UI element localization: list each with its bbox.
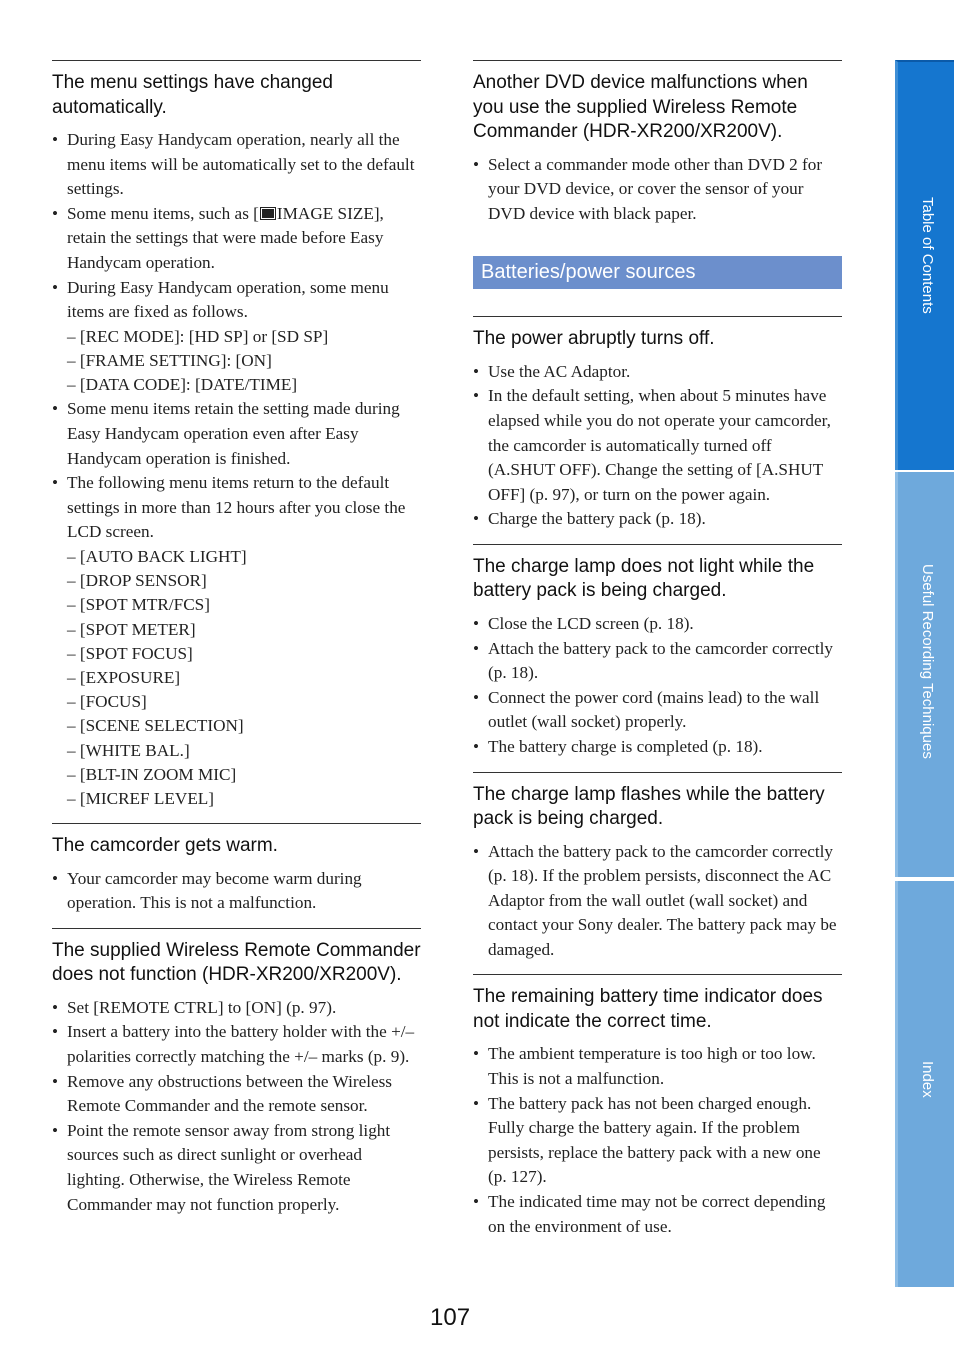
- tab-table-of-contents[interactable]: [895, 60, 954, 470]
- list-item: [52, 202, 421, 276]
- section-heading: The supplied Wireless Remote Commander does not function (HDR-XR200/XR200V).: [52, 939, 421, 986]
- sub-item: – [SPOT MTR/FCS]: [67, 593, 421, 617]
- reset-items-list: [52, 545, 421, 811]
- list-item: • In the default setting, when about 5 minutes have elapsed while you do not operate your camcorder, the camcorder is automatically turned off (A.SHUT OFF). Change the setting of [A.SHUT OFF] (p. 97), or turn on the power again.: [473, 384, 842, 507]
- right-column: [473, 60, 842, 1251]
- list-item: • Attach the battery pack to the camcorder correctly (p. 18). If the problem persists, disconnect the AC Adaptor from the wall outlet (wall socket) and contact your Sony dealer. The battery pack may be damaged.: [473, 840, 842, 963]
- bullet-list: [473, 612, 842, 760]
- sub-item: – [SPOT METER]: [67, 618, 421, 642]
- section-heading: The charge lamp flashes while the battery pack is being charged.: [473, 783, 825, 829]
- fixed-items-list: [52, 325, 421, 398]
- section-charge-no-light: [473, 544, 842, 760]
- sub-item: – [FRAME SETTING]: [ON]: [67, 349, 421, 373]
- list-item: • Your camcorder may become warm during operation. This is not a malfunction.: [52, 867, 421, 916]
- section-heading: The camcorder gets warm.: [52, 835, 278, 857]
- section-heading: The power abruptly turns off.: [473, 328, 715, 350]
- category-banner: Batteries/power sources: [473, 256, 842, 289]
- list-item: • During Easy Handycam operation, nearly all the menu items will be automatically set to the default settings.: [52, 128, 421, 202]
- sub-item: – [BLT-IN ZOOM MIC]: [67, 763, 421, 787]
- sub-item: – [AUTO BACK LIGHT]: [67, 545, 421, 569]
- section-menu-settings: [52, 60, 421, 811]
- list-item-text: IMAGE SIZE], retain the settings that were made before Easy Handycam operation.: [67, 203, 384, 272]
- sub-item: – [EXPOSURE]: [67, 666, 421, 690]
- bullet-list: [473, 153, 842, 227]
- list-item: • Some menu items retain the setting made during Easy Handycam operation even after Easy Handycam operation is finished.: [52, 397, 421, 471]
- section-heading: The menu settings have changed automatically.: [52, 72, 333, 118]
- section-heading: The remaining battery time indicator does not indicate the correct time.: [473, 986, 823, 1032]
- list-item: • Set [REMOTE CTRL] to [ON] (p. 97).: [52, 996, 421, 1021]
- tab-label: Table of Contents: [919, 197, 936, 314]
- bullet-list: [473, 840, 842, 963]
- list-item: • Insert a battery into the battery holder with the +/– polarities correctly matching the +/– marks (p. 9).: [52, 1020, 421, 1069]
- list-item: • The indicated time may not be correct depending on the environment of use.: [473, 1190, 842, 1239]
- sub-item: – [DATA CODE]: [DATE/TIME]: [67, 373, 421, 397]
- bullet-list: [52, 996, 421, 1217]
- left-column: [52, 60, 421, 1229]
- list-item: • Attach the battery pack to the camcorder correctly (p. 18).: [473, 637, 842, 686]
- list-item: • The battery charge is completed (p. 18).: [473, 735, 842, 760]
- list-item: • Point the remote sensor away from strong light sources such as direct sunlight or overhead lighting. Otherwise, the Wireless Remote Commander may not function properly.: [52, 1119, 421, 1217]
- tab-useful-recording-techniques[interactable]: [895, 472, 954, 877]
- section-remote-commander: [52, 928, 421, 1217]
- section-camcorder-warm: [52, 823, 421, 916]
- section-heading: The charge lamp does not light while the battery pack is being charged.: [473, 555, 815, 602]
- sub-item: – [WHITE BAL.]: [67, 739, 421, 763]
- list-item: • Remove any obstructions between the Wireless Remote Commander and the remote sensor.: [52, 1070, 421, 1119]
- sub-item: – [DROP SENSOR]: [67, 569, 421, 593]
- tab-index[interactable]: [895, 881, 954, 1287]
- sub-item: – [SCENE SELECTION]: [67, 714, 421, 738]
- list-item: • The following menu items return to the default settings in more than 12 hours after you close the LCD screen.: [52, 471, 421, 545]
- tab-label: Useful Recording Techniques: [919, 564, 936, 759]
- section-dvd-malfunction: [473, 60, 842, 226]
- sub-item: – [REC MODE]: [HD SP] or [SD SP]: [67, 325, 421, 349]
- list-item-text: Some menu items, such as [: [67, 203, 259, 223]
- image-size-icon: [260, 207, 276, 220]
- bullet-list: [52, 867, 421, 916]
- bullet-list: [52, 128, 421, 325]
- section-battery-indicator: [473, 974, 842, 1239]
- tab-label: Index: [919, 1061, 936, 1098]
- sub-item: – [MICREF LEVEL]: [67, 787, 421, 811]
- list-item: • Connect the power cord (mains lead) to the wall outlet (wall socket) properly.: [473, 686, 842, 735]
- bullet-list: [473, 1042, 842, 1239]
- list-item: • The battery pack has not been charged enough. Fully charge the battery again. If the problem persists, replace the battery pack with a new one (p. 127).: [473, 1092, 842, 1190]
- bullet-list: [473, 360, 842, 532]
- list-item: • Close the LCD screen (p. 18).: [473, 612, 842, 637]
- page-number: 107: [430, 1304, 471, 1331]
- section-charge-flashes: [473, 772, 842, 963]
- list-item: • The ambient temperature is too high or too low. This is not a malfunction.: [473, 1042, 842, 1091]
- list-item: • Use the AC Adaptor.: [473, 360, 842, 385]
- list-item: • During Easy Handycam operation, some menu items are fixed as follows.: [52, 276, 421, 325]
- list-item: • Charge the battery pack (p. 18).: [473, 507, 842, 532]
- section-heading: Another DVD device malfunctions when you use the supplied Wireless Remote Commander (HDR-XR200/XR200V).: [473, 72, 808, 142]
- section-power-off: [473, 316, 842, 532]
- bullet-list: [52, 397, 421, 545]
- sub-item: – [SPOT FOCUS]: [67, 642, 421, 666]
- sub-item: – [FOCUS]: [67, 690, 421, 714]
- list-item: • Select a commander mode other than DVD 2 for your DVD device, or cover the sensor of your DVD device with black paper.: [473, 153, 842, 227]
